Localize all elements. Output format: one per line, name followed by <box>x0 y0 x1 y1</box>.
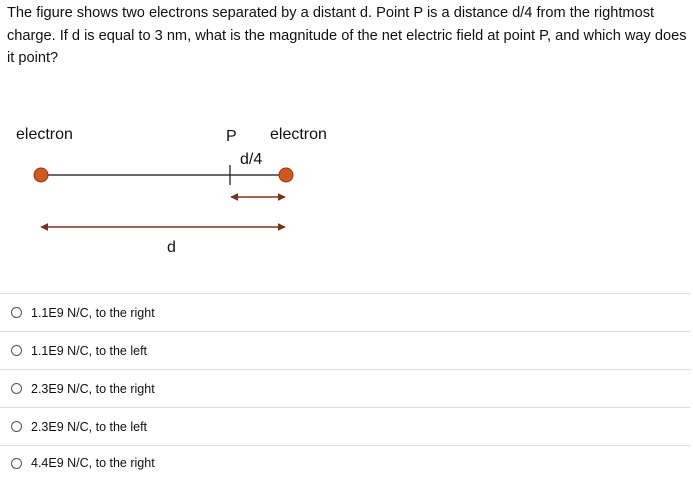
radio-button[interactable] <box>11 458 22 469</box>
answer-option-label: 1.1E9 N/C, to the right <box>31 305 155 320</box>
electron-figure <box>0 115 360 265</box>
left-electron-label: electron <box>16 126 73 143</box>
answer-option[interactable] <box>0 293 690 331</box>
radio-button[interactable] <box>11 421 22 432</box>
answer-option-label: 4.4E9 N/C, to the right <box>31 456 155 470</box>
right-electron-label: electron <box>270 126 327 143</box>
point-p-label: P <box>226 128 237 145</box>
answer-option-label: 1.1E9 N/C, to the left <box>31 343 148 358</box>
answer-option-label: 2.3E9 N/C, to the right <box>31 381 155 396</box>
question-text: The figure shows two electrons separated by a distant d. Point P is a distance d/4 from the rightmost charge. If d is equal to 3 nm, what is the magnitude of the net electric field at point P, and which way does it point? <box>7 5 687 66</box>
answer-option-label: 2.3E9 N/C, to the left <box>31 419 148 434</box>
radio-button[interactable] <box>11 383 22 394</box>
radio-button[interactable] <box>11 307 22 318</box>
quarter-distance-label: d/4 <box>240 151 263 168</box>
distance-d-label: d <box>167 239 176 256</box>
figure-drawing <box>0 115 360 265</box>
answer-option[interactable] <box>0 445 690 480</box>
answer-options <box>0 293 690 480</box>
left-electron-dot <box>34 168 48 182</box>
answer-option[interactable] <box>0 369 690 407</box>
answer-option[interactable] <box>0 407 690 445</box>
right-electron-dot <box>279 168 293 182</box>
radio-button[interactable] <box>11 345 22 356</box>
answer-option[interactable] <box>0 331 690 369</box>
